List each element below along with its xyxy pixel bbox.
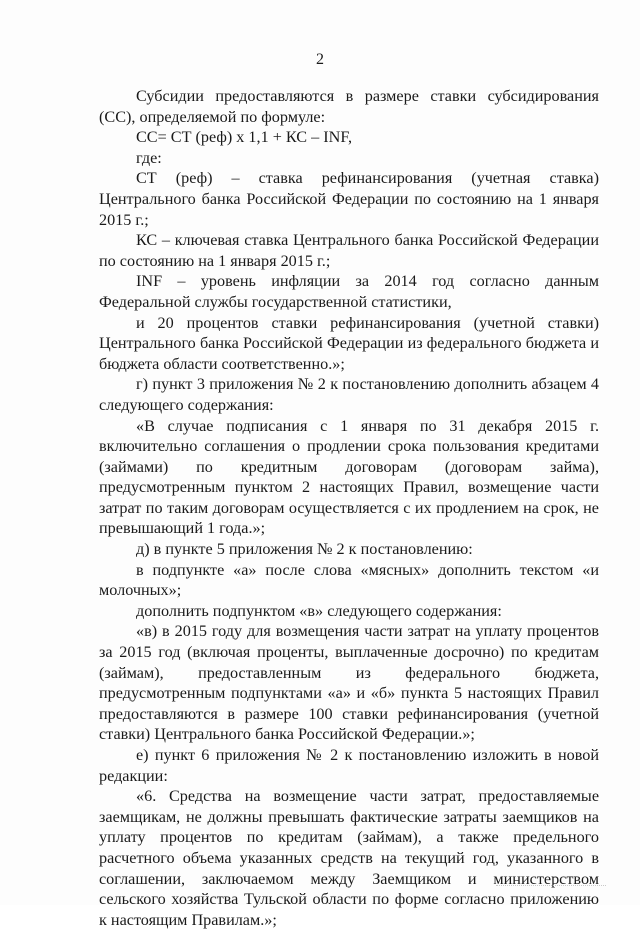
paragraph-quote-item-6: «6. Средства на возмещение части затрат, предоставляемые заемщикам, не должны превышать фактические затраты заемщиков на уплату процентов по кредитам (займам), а также предельного расчетного объема указанных средств на текущий год, указанного в соглашении, заключаемом между Заемщиком и министерством сельского хозяйства Тульской области по форме согласно приложению к настоящим Правилам.»; [99,787,599,929]
paragraph-quote-extension: «В случае подписания с 1 января по 31 декабря 2015 г. включительно соглашения о продлении срока пользования кредитами (займами) по кредитным договорам (договорам займа), предусмотренным пунктом 2 настоящих Правил, возмещение части затрат по таким договорам осуществляется с их продлением на срок, не превышающий 1 года.»; [99,416,599,538]
paragraph-item-g: г) пункт 3 приложения № 2 к постановлению дополнить абзацем 4 следующего содержания: [99,375,599,414]
paragraph-item-e: е) пункт 6 приложения № 2 к постановлению изложить в новой редакции: [99,746,599,785]
paragraph-formula: СС= СТ (реф) х 1,1 + КС – INF, [136,128,353,147]
page-number: 2 [316,51,324,68]
scan-artifact [496,885,606,887]
paragraph-ks: КС – ключевая ставка Центрального банка Российской Федерации по состоянию на 1 января 2015 г.; [99,231,599,270]
paragraph-where: где: [136,148,162,167]
document-body [99,86,599,930]
paragraph-inf: INF – уровень инфляции за 2014 год согласно данным Федеральной службы государственной статистики, [99,272,599,311]
paragraph-add-subitem-v: дополнить подпунктом «в» следующего содержания: [136,601,502,620]
paragraph-st-ref: СТ (реф) – ставка рефинансирования (учетная ставка) Центрального банка Российской Федерации по состоянию на 1 января 2015 г.; [99,169,599,229]
paragraph-twenty-percent: и 20 процентов ставки рефинансирования (учетной ставки) Центрального банка Российской Федерации из федерального бюджета и бюджета области соответственно.»; [99,313,599,373]
paragraph-subsidies-intro: Субсидии предоставляются в размере ставки субсидирования (СС), определяемой по формуле: [99,87,599,126]
paragraph-quote-subitem-v: «в) в 2015 году для возмещения части затрат на уплату процентов за 2015 год (включая проценты, выплаченные досрочно) по кредитам (займам), предоставленным из федерального бюджета, предусмотренным подпунктами «а» и «б» пункта 5 настоящих Правил предоставляются в размере 100 ставки рефинансирования (учетной ставки) Центрального банка Российской Федерации.»; [99,622,599,744]
paragraph-subitem-a: в подпункте «а» после слова «мясных» дополнить текстом «и молочных»; [99,560,599,600]
paragraph-item-d: д) в пункте 5 приложения № 2 к постановлению: [136,540,473,559]
